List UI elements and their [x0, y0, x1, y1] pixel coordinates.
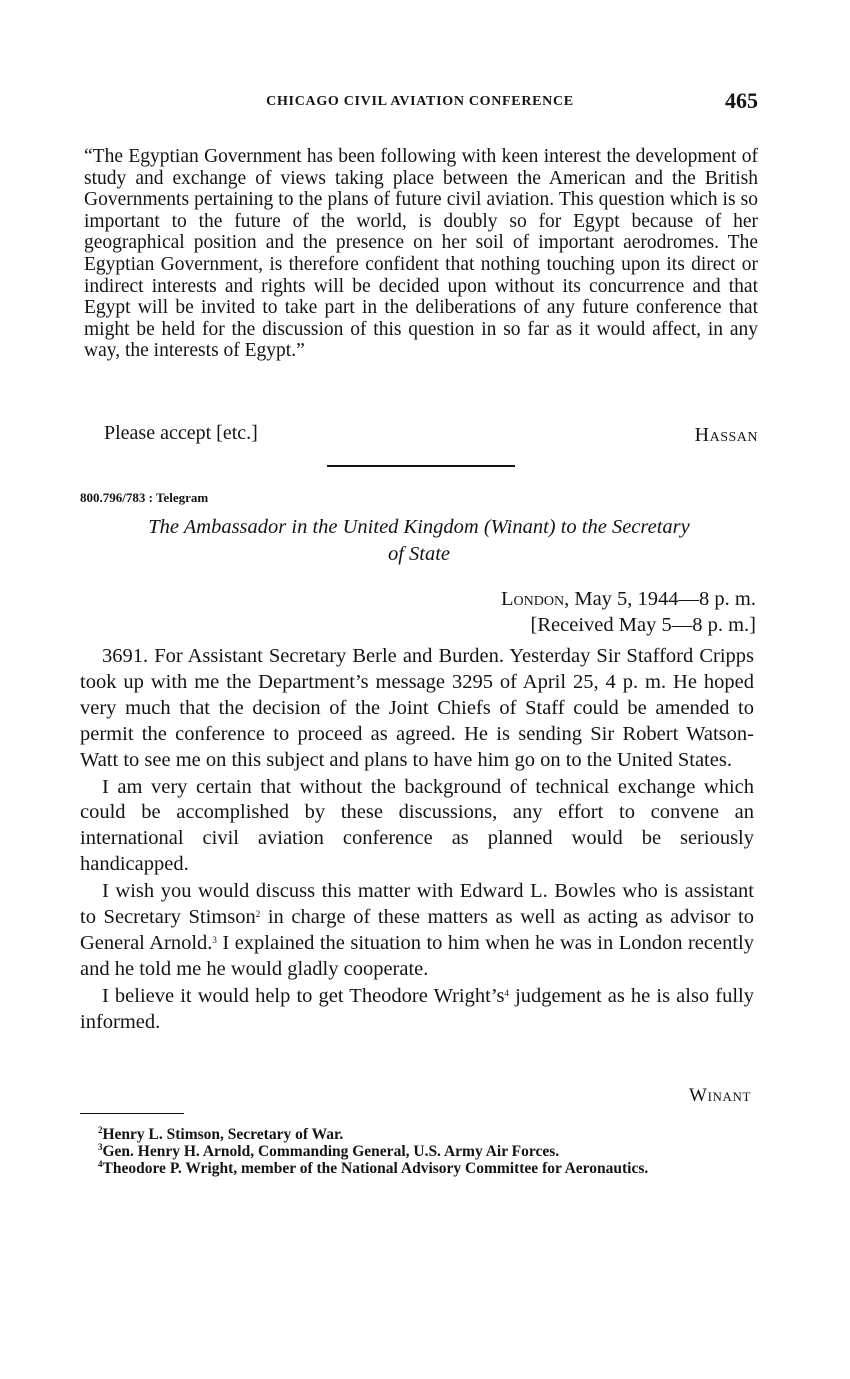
closing-phrase: Please accept [etc.] [104, 422, 258, 444]
footnote [80, 1160, 752, 1177]
footnote-mark: 3 [98, 1142, 103, 1152]
received-line: [Received May 5—8 p. m.] [530, 614, 756, 636]
footnote [80, 1126, 752, 1143]
telegram-signature: Winant [689, 1085, 751, 1106]
running-head: CHICAGO CIVIL AVIATION CONFERENCE [266, 94, 574, 109]
file-reference: 800.796/783 : Telegram [80, 490, 209, 505]
document-title-line2: of State [387, 543, 451, 565]
body-text-segment: in charge of these matters as well as acting as advisor to General Arnold. [80, 906, 754, 954]
body-text-segment: judgement as he is also fully informed. [80, 984, 754, 1033]
body-paragraph: 3691. For Assistant Secretary Berle and Burden. Yesterday Sir Stafford Cripps took up with me the Department’s message 3295 of April 25, 4 p. m. He hoped very much that the decision of the Joint Chiefs of Staff could be amended to permit the conference to proceed as agreed. He is sending Sir Robert Watson-Watt to see me on this subject and plans to have him go on to the United States. [80, 645, 754, 771]
quoted-note [84, 146, 758, 362]
body-paragraph [80, 984, 754, 1036]
footnotes [80, 1126, 752, 1177]
footnote-ref: 2 [255, 909, 261, 920]
footnote-text: Theodore P. Wright, member of the National Advisory Committee for Aeronautics. [102, 1160, 649, 1177]
page-number: 465 [725, 88, 758, 113]
dateline-date: , May 5, 1944—8 p. m. [564, 588, 756, 610]
footnote [80, 1143, 752, 1160]
page-header [80, 88, 758, 120]
telegram-body [80, 644, 754, 1037]
note-closing [84, 422, 758, 452]
document-title-line1: The Ambassador in the United Kingdom (Winant) to the Secretary [148, 516, 690, 538]
footnote-divider [80, 1113, 184, 1114]
footnote-ref: 3 [212, 934, 217, 945]
dateline-place: London [501, 588, 565, 610]
footnote-text: Gen. Henry H. Arnold, Commanding General, U.S. Army Air Forces. [102, 1143, 560, 1160]
document-title [80, 514, 758, 568]
footnote-mark: 2 [98, 1125, 103, 1135]
body-text-segment: I explained the situation to him when he was in London recently and he told me he would gladly cooperate. [80, 931, 754, 980]
quoted-note-text: “The Egyptian Government has been following with keen interest the development of study and exchange of views taking place between the American and the British Governments pertaining to the plans of future civil aviation. This question which is so important to the future of the world, is doubly so for Egypt because of her geographical position and the presence on her soil of important aerodromes. The Egyptian Government, is therefore confident that nothing touching upon its direct or indirect interests and rights will be decided upon without its concurrence and that Egypt will be invited to take part in the deliberations of any future conference that might be held for the discussion of this question in so far as it would affect, in any way, the interests of Egypt.” [84, 146, 758, 362]
body-text-segment: I wish you would discuss this matter with Edward L. Bowles who is assistant to Secretary Stimson [80, 880, 754, 929]
body-paragraph: I am very certain that without the background of technical exchange which could be accomplished by these discussions, any effort to convene an international civil aviation conference as planned would be seriously handicapped. [80, 775, 754, 876]
footnote-text: Henry L. Stimson, Secretary of War. [102, 1126, 344, 1143]
section-divider [327, 465, 515, 467]
body-paragraph [80, 879, 754, 983]
body-text-segment: I believe it would help to get Theodore Wright’s [102, 984, 505, 1007]
dateline [501, 588, 756, 611]
footnote-mark: 4 [98, 1159, 103, 1169]
footnote-ref: 4 [504, 987, 509, 998]
note-signature: Hassan [694, 424, 758, 446]
